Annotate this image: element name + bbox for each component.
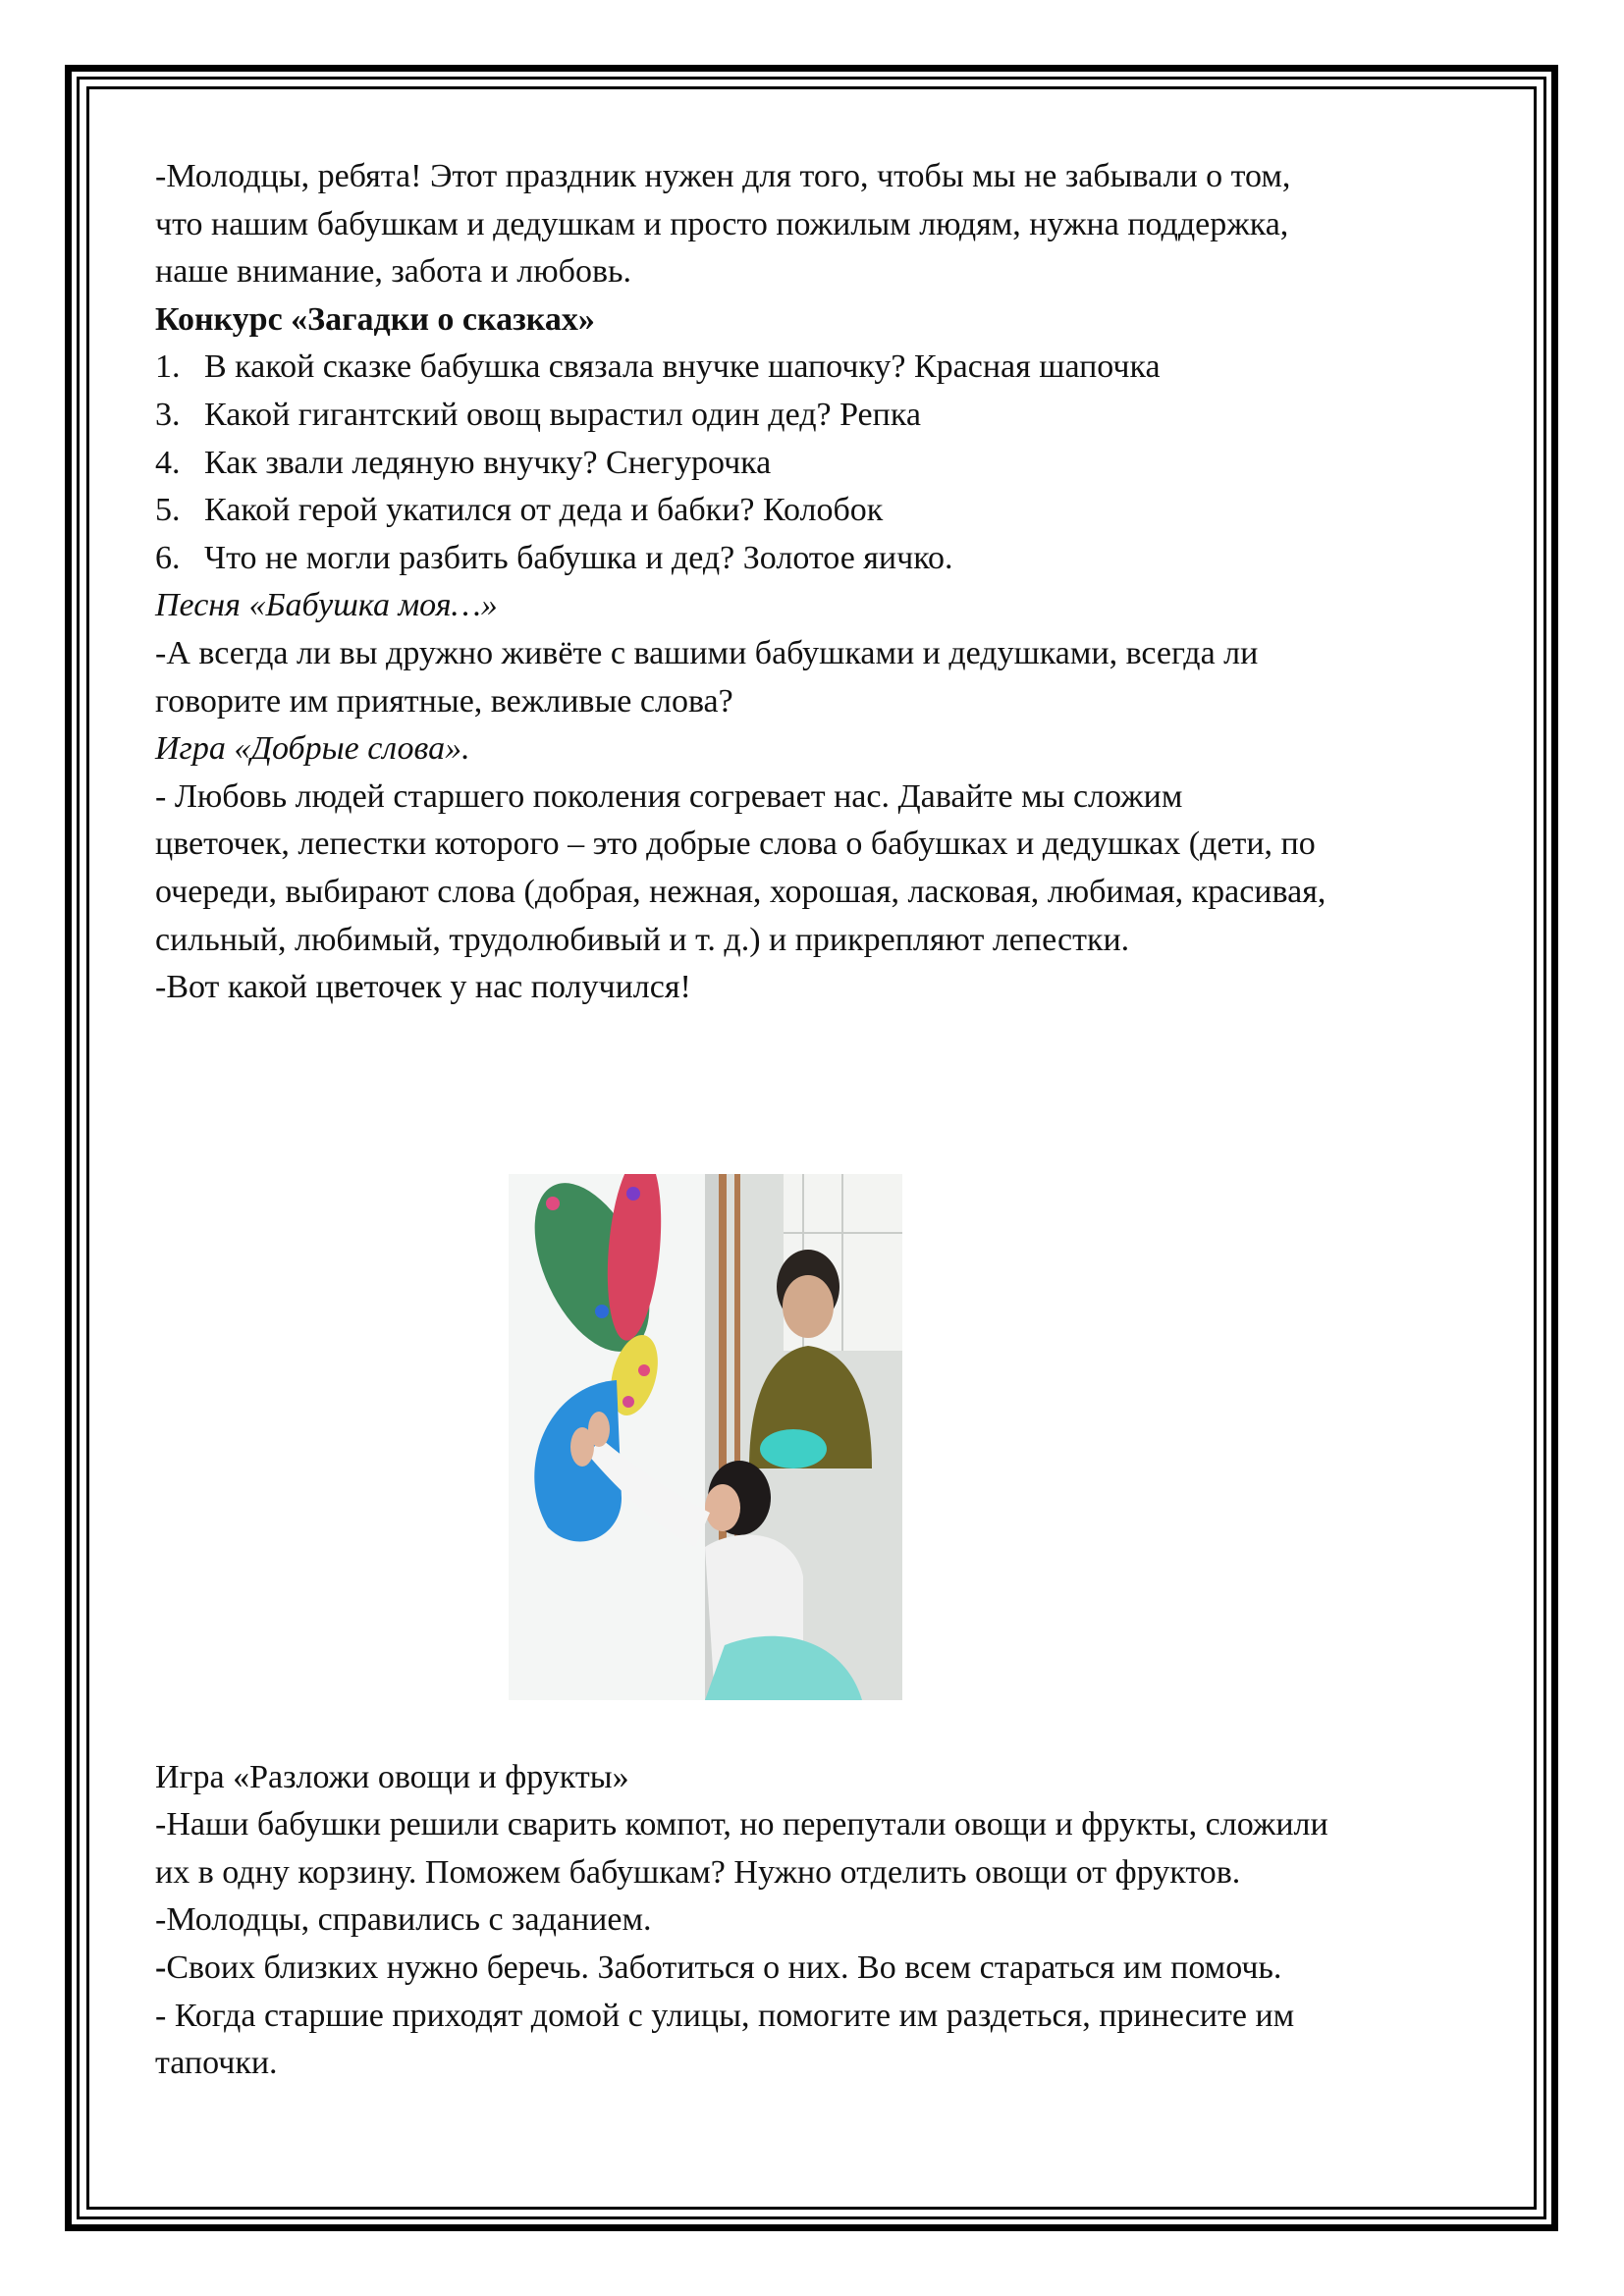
riddle-text: Как звали ледяную внучку? Снегурочка xyxy=(204,444,772,481)
text-line: -Молодцы, справились с заданием. xyxy=(155,1901,652,1939)
text-line: их в одну корзину. Поможем бабушкам? Нужно отделить овощи от фруктов. xyxy=(155,1853,1241,1891)
text-line xyxy=(155,1945,1530,1993)
riddle-number: 4. xyxy=(155,444,181,481)
text-line: - Когда старшие приходят домой с улицы, помогите им раздеться, принесите им xyxy=(155,1997,1295,2034)
riddle-number: 6. xyxy=(155,539,181,576)
riddle-number: 5. xyxy=(155,492,181,529)
riddle-item xyxy=(155,535,1530,583)
riddle-item xyxy=(155,344,1530,392)
text-line: - Любовь людей старшего поколения согревает нас. Давайте мы сложим xyxy=(155,777,1183,815)
game-title: Игра «Добрые слова». xyxy=(155,730,470,768)
riddle-item xyxy=(155,392,1530,440)
document-body xyxy=(155,153,1530,2088)
song-title: Песня «Бабушка моя…» xyxy=(155,587,498,624)
riddle-text: Какой гигантский овощ вырастил один дед? Репка xyxy=(204,396,921,433)
riddle-number: 1. xyxy=(155,348,181,386)
text-line: -Молодцы, ребята! Этот праздник нужен для того, чтобы мы не забывали о том, xyxy=(155,158,1291,194)
text-line: говорите им приятные, вежливые слова? xyxy=(155,682,733,720)
photo-flower-activity xyxy=(509,1174,902,1700)
text-line: -А всегда ли вы дружно живёте с вашими бабушками и дедушками, всегда ли xyxy=(155,634,1259,671)
text-line: что нашим бабушкам и дедушкам и просто пожилым людям, нужна поддержка, xyxy=(155,205,1289,242)
text-line: наше внимание, забота и любовь. xyxy=(155,253,632,291)
riddle-item xyxy=(155,440,1530,488)
care-text: Своих близких нужно беречь. Заботиться о них. Во всем стараться им помочь. xyxy=(166,1949,1282,1987)
text-line: сильный, любимый, трудолюбивый и т. д.) и прикрепляют лепестки. xyxy=(155,921,1130,958)
riddle-item xyxy=(155,487,1530,535)
text-line: тапочки. xyxy=(155,2045,278,2082)
text-line: -Вот какой цветочек у нас получился! xyxy=(155,969,691,1006)
bold-dash: - xyxy=(155,1949,167,1987)
riddle-text: Какой герой укатился от деда и бабки? Колобок xyxy=(204,492,884,529)
riddle-text: Что не могли разбить бабушка и дед? Золотое яичко. xyxy=(204,539,953,576)
game2-title: Игра «Разложи овощи и фрукты» xyxy=(155,1758,629,1795)
riddle-text: В какой сказке бабушка связала внучке шапочку? Красная шапочка xyxy=(204,348,1161,386)
text-line: очереди, выбирают слова (добрая, нежная, хорошая, ласковая, любимая, красивая, xyxy=(155,873,1326,910)
contest-heading: Конкурс «Загадки о сказках» xyxy=(155,300,595,338)
text-line: -Наши бабушки решили сварить компот, но перепутали овощи и фрукты, сложили xyxy=(155,1806,1328,1843)
riddle-number: 3. xyxy=(155,396,181,433)
text-line: цветочек, лепестки которого – это добрые слова о бабушках и дедушках (дети, по xyxy=(155,826,1316,863)
